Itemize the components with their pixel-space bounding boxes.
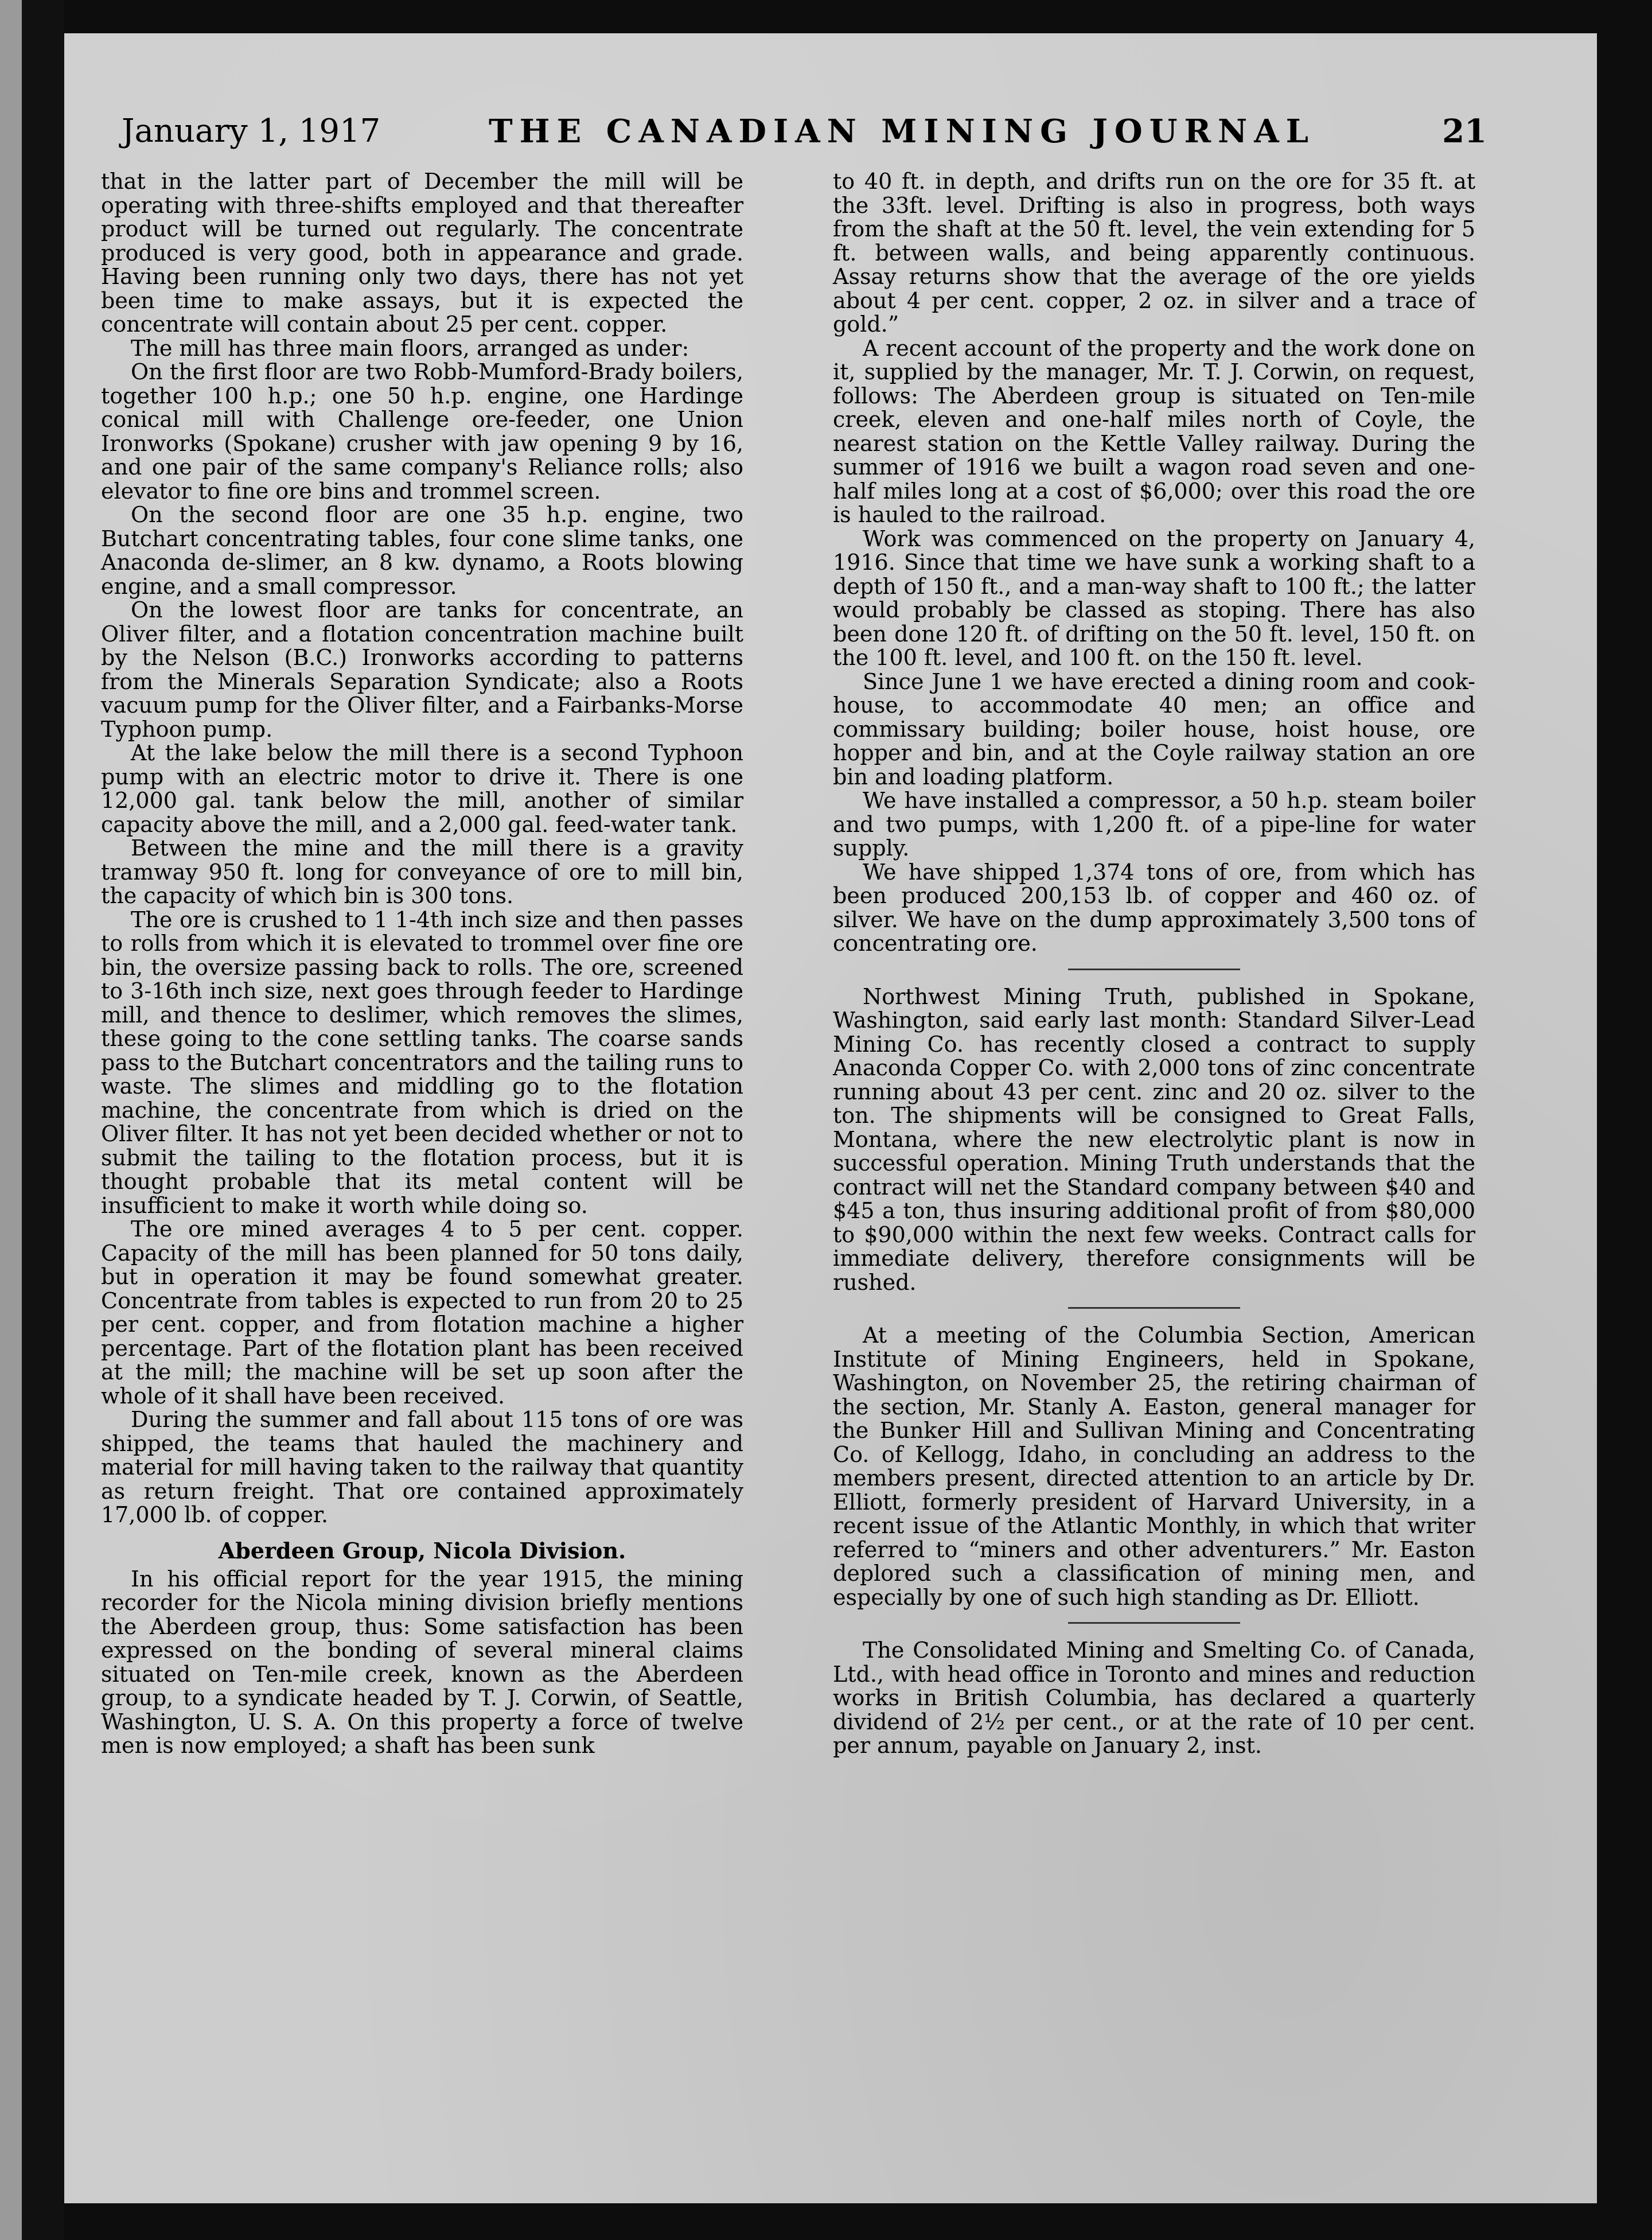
paragraph: On the second floor are one 35 h.p. engine, two Butchart concentrating tables, four cone slime tanks, one Anaconda de-slimer, an 8 kw. dynamo, a Roots blowing engine, and a small compressor. [101, 502, 743, 599]
paragraph: Between the mine and the mill there is a gravity tramway 950 ft. long for conveyance of ore to mill bin, the capacity of which bin is 300 tons. [101, 835, 743, 908]
scan-left-margin [0, 0, 22, 2240]
paragraph: that in the latter part of December the mill will be operating with three-shifts employed and that thereafter product will be turned out regularly. The concentrate produced is very good, both in appearance and grade. Having been running only two days, there has not yet been time to make assays, but it is expected the concentrate will contain about 25 per cent. copper. [101, 169, 743, 337]
header-date: January 1, 1917 [122, 112, 381, 150]
news-item: At a meeting of the Columbia Section, American Institute of Mining Engineers, held in Spokane, Washington, on November 25, the retiring chairman of the section, Mr. Stanly A. Easton, general manager for the Bunker Hill and Sullivan Mining and Concentrating Co. of Kellogg, Idaho, in concluding an address to the members present, directed attention to an article by Dr. Elliott, formerly president of Harvard University, in a recent issue of the Atlantic Monthly, in which that writer referred to “miners and other adventurers.” Mr. Easton deplored such a classification of mining men, and especially by one of such high standing as Dr. Elliott. [833, 1323, 1475, 1610]
paragraph: The ore mined averages 4 to 5 per cent. copper. Capacity of the mill has been planned for 50 tons daily, but in operation it may be found somewhat greater. Concentrate from tables is expected to run from 20 to 25 per cent. copper, and from flotation machine a higher percentage. Part of the flotation plant has been received at the mill; the machine will be set up soon after the whole of it shall have been received. [101, 1216, 743, 1409]
separator-rule [1068, 1622, 1240, 1624]
paragraph: During the summer and fall about 115 tons of ore was shipped, the teams that hauled the machinery and material for mill having taken to the railway that quantity as return freight. That ore contained approximately 17,000 lb. of copper. [101, 1407, 743, 1527]
scan-gutter [22, 0, 64, 2240]
paragraph: We have installed a compressor, a 50 h.p. steam boiler and two pumps, with 1,200 ft. of a pipe-line for water supply. [833, 788, 1475, 861]
separator-rule [1068, 969, 1240, 970]
paragraph: Since June 1 we have erected a dining room and cook-house, to accommodate 40 men; an office and commissary building; boiler house, hoist house, ore hopper and bin, and at the Coyle railway station an ore bin and loading platform. [833, 668, 1475, 790]
news-item: The Consolidated Mining and Smelting Co. of Canada, Ltd., with head office in Toronto and mines and reduction works in British Columbia, has declared a quarterly dividend of 2½ per cent., or at the rate of 10 per cent. per annum, payable on January 2, inst. [833, 1638, 1475, 1758]
news-item: Northwest Mining Truth, published in Spokane, Washington, said early last month: Standard Silver-Lead Mining Co. has recently closed a contract to supply Anaconda Copper Co. with 2,000 tons of zinc concentrate running about 43 per cent. zinc and 20 oz. silver to the ton. The shipments will be consigned to Great Falls, Montana, where the new electrolytic plant is now in successful operation. Mining Truth understands that the contract will net the Standard company between $40 and $45 a ton, thus insuring additional profit of from $80,000 to $90,000 within the next few weeks. Contract calls for immediate delivery, therefore consignments will be rushed. [833, 983, 1475, 1295]
paragraph: A recent account of the property and the work done on it, supplied by the manager, Mr. T. J. Corwin, on request, follows: The Aberdeen group is situated on Ten-mile creek, eleven and one-half miles north of Coyle, the nearest station on the Kettle Valley railway. During the summer of 1916 we built a wagon road seven and one-half miles long at a cost of $6,000; over this road the ore is hauled to the railroad. [833, 335, 1475, 527]
paragraph: to 40 ft. in depth, and drifts run on the ore for 35 ft. at the 33ft. level. Drifting is also in progress, both ways from the shaft at the 50 ft. level, the vein extending for 5 ft. between walls, and being apparently continuous. Assay returns show that the average of the ore yields about 4 per cent. copper, 2 oz. in silver and a trace of gold.” [833, 169, 1475, 337]
paragraph: On the lowest floor are tanks for concentrate, an Oliver filter, and a flotation concentration machine built by the Nelson (B.C.) Ironworks according to patterns from the Minerals Separation Syndicate; also a Roots vacuum pump for the Oliver filter, and a Fairbanks-Morse Typhoon pump. [101, 597, 743, 742]
paragraph: In his official report for the year 1915, the mining recorder for the Nicola mining division briefly mentions the Aberdeen group, thus: Some satisfaction has been expressed on the bonding of several mineral claims situated on Ten-mile creek, known as the Aberdeen group, to a syndicate headed by T. J. Corwin, of Seattle, Washington, U. S. A. On this property a force of twelve men is now employed; a shaft has been sunk [101, 1566, 743, 1758]
paragraph: We have shipped 1,374 tons of ore, from which has been produced 200,153 lb. of copper and 460 oz. of silver. We have on the dump approximately 3,500 tons of concentrating ore. [833, 859, 1475, 956]
left-column [101, 170, 743, 1758]
journal-title: THE CANADIAN MINING JOURNAL [489, 112, 1316, 150]
paragraph: On the first floor are two Robb-Mumford-Brady boilers, together 100 h.p.; one 50 h.p. engine, one Hardinge conical mill with Challenge ore-feeder, one Union Ironworks (Spokane) crusher with jaw opening 9 by 16, and one pair of the same company's Reliance rolls; also elevator to fine ore bins and trommel screen. [101, 359, 743, 504]
section-heading: Aberdeen Group, Nicola Division. [218, 1537, 626, 1564]
separator-rule [1068, 1307, 1240, 1309]
page-header [122, 106, 1487, 157]
paragraph: The mill has three main floors, arranged as under: [131, 335, 689, 361]
right-column [833, 170, 1475, 1758]
page-number: 21 [1442, 112, 1487, 150]
paragraph: The ore is crushed to 1 1-4th inch size and then passes to rolls from which it is elevated to trommel over fine ore bin, the oversize passing back to rolls. The ore, screened to 3-16th inch size, next goes through feeder to Hardinge mill, and thence to deslimer, which removes the slimes, these going to the cone settling tanks. The coarse sands pass to the Butchart concentrators and the tailing runs to waste. The slimes and middling go to the flotation machine, the concentrate from which is dried on the Oliver filter. It has not yet been decided whether or not to submit the tailing to the flotation process, but it is thought probable that its metal content will be insufficient to make it worth while doing so. [101, 907, 743, 1218]
paragraph: Work was commenced on the property on January 4, 1916. Since that time we have sunk a working shaft to a depth of 150 ft., and a man-way shaft to 100 ft.; the latter would probably be classed as stoping. There has also been done 120 ft. of drifting on the 50 ft. level, 150 ft. on the 100 ft. level, and 100 ft. on the 150 ft. level. [833, 526, 1475, 670]
paragraph: At the lake below the mill there is a second Typhoon pump with an electric motor to drive it. There is one 12,000 gal. tank below the mill, another of similar capacity above the mill, and a 2,000 gal. feed-water tank. [101, 740, 743, 837]
